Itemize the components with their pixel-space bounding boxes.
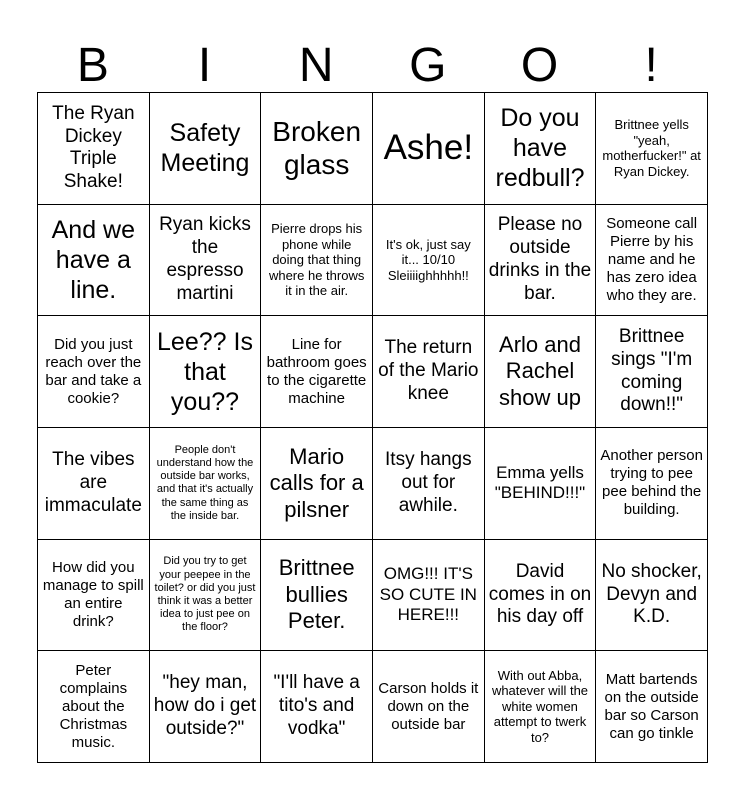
bingo-cell-r4c2[interactable] bbox=[150, 428, 262, 540]
bingo-cell-r4c1[interactable] bbox=[38, 428, 150, 540]
bingo-cell-r1c6[interactable] bbox=[596, 93, 708, 205]
header-letter-i: I bbox=[197, 39, 212, 92]
bingo-cell-r4c6[interactable] bbox=[596, 428, 708, 540]
bingo-cell-r3c1[interactable] bbox=[38, 316, 150, 428]
bingo-cell-r5c2[interactable] bbox=[150, 540, 262, 652]
cell-text: People don't understand how the outside bar works, and that it's actually the same thing as the inside bar. bbox=[156, 443, 254, 522]
cell-text: Do you have redbull? bbox=[495, 104, 585, 193]
cell-text: Pierre drops his phone while doing that thing where he throws it in the air. bbox=[268, 221, 365, 299]
cell-text: David comes in on his day off bbox=[488, 560, 592, 628]
bingo-cell-r3c5[interactable] bbox=[485, 316, 597, 428]
bingo-cell-r3c4[interactable] bbox=[373, 316, 485, 428]
cell-text: It's ok, just say it... 10/10 Sleiiiighhhhh!! bbox=[385, 236, 471, 283]
bingo-cell-r1c3[interactable] bbox=[261, 93, 373, 205]
header-letter-g: G bbox=[409, 39, 447, 92]
cell-text: Mario calls for a pilsner bbox=[269, 443, 364, 522]
bingo-cell-r6c6[interactable] bbox=[596, 651, 708, 763]
bingo-cell-r2c2[interactable] bbox=[150, 205, 262, 317]
bingo-cell-r3c2[interactable] bbox=[150, 316, 262, 428]
bingo-header bbox=[37, 38, 707, 94]
cell-text: Ashe! bbox=[383, 128, 474, 168]
bingo-cell-r5c4[interactable] bbox=[373, 540, 485, 652]
cell-text: The vibes are immaculate bbox=[44, 449, 142, 516]
bingo-cell-r6c1[interactable] bbox=[38, 651, 150, 763]
cell-text: Lee?? Is that you?? bbox=[157, 327, 253, 416]
bingo-cell-r1c1[interactable] bbox=[38, 93, 150, 205]
cell-text: Another person trying to pee pee behind the building. bbox=[600, 447, 703, 519]
bingo-cell-r4c5[interactable] bbox=[485, 428, 597, 540]
cell-text: Someone call Pierre by his name and he has zero idea who they are. bbox=[606, 214, 698, 304]
bingo-cell-r2c5[interactable] bbox=[485, 205, 597, 317]
cell-text: No shocker, Devyn and K.D. bbox=[601, 560, 702, 628]
header-letter-o: O bbox=[520, 39, 559, 92]
cell-text: Brittnee bullies Peter. bbox=[278, 555, 355, 634]
cell-text: Please no outside drinks in the bar. bbox=[488, 214, 592, 304]
cell-text: Itsy hangs out for awhile. bbox=[385, 449, 472, 516]
bingo-cell-r3c3[interactable] bbox=[261, 316, 373, 428]
cell-text: "I'll have a tito's and vodka" bbox=[273, 672, 360, 740]
cell-text: Did you try to get your peepee in the toilet? or did you just think it was a better idea to just pee on the floor? bbox=[154, 555, 256, 634]
bingo-cell-r2c3[interactable] bbox=[261, 205, 373, 317]
cell-text: OMG!!! IT'S SO CUTE IN HERE!!! bbox=[379, 564, 477, 625]
cell-text: Brittnee sings "I'm coming down!!" bbox=[611, 326, 693, 416]
bingo-cell-r3c6[interactable] bbox=[596, 316, 708, 428]
bingo-cell-r1c2[interactable] bbox=[150, 93, 262, 205]
bingo-cell-r4c3[interactable] bbox=[261, 428, 373, 540]
bingo-cell-r4c4[interactable] bbox=[373, 428, 485, 540]
bingo-cell-r1c4[interactable] bbox=[373, 93, 485, 205]
cell-text: Carson holds it down on the outside bar bbox=[378, 679, 479, 733]
header-letter-n: N bbox=[298, 39, 334, 92]
cell-text: Ryan kicks the espresso martini bbox=[159, 214, 251, 304]
cell-text: Safety Meeting bbox=[160, 119, 250, 178]
cell-text: "hey man, how do i get outside?" bbox=[153, 672, 257, 740]
cell-text: Matt bartends on the outside bar so Carson can go tinkle bbox=[604, 670, 699, 742]
cell-text: Emma yells "BEHIND!!!" bbox=[494, 462, 586, 503]
cell-text: Did you just reach over the bar and take a cookie? bbox=[45, 335, 142, 407]
bingo-cell-r1c5[interactable] bbox=[485, 93, 597, 205]
cell-text: With out Abba, whatever will the white women attempt to twerk to? bbox=[491, 667, 589, 746]
bingo-cell-r6c5[interactable] bbox=[485, 651, 597, 763]
cell-text: Broken glass bbox=[272, 115, 362, 181]
cell-text: Arlo and Rachel show up bbox=[499, 332, 581, 410]
bingo-cell-r2c1[interactable] bbox=[38, 205, 150, 317]
bingo-cell-r2c6[interactable] bbox=[596, 205, 708, 317]
bingo-cell-r2c4[interactable] bbox=[373, 205, 485, 317]
cell-text: And we have a line. bbox=[51, 215, 136, 304]
cell-text: Peter complains about the Christmas music. bbox=[59, 661, 128, 751]
bingo-cell-r6c3[interactable] bbox=[261, 651, 373, 763]
bingo-cell-r5c3[interactable] bbox=[261, 540, 373, 652]
bingo-board bbox=[37, 92, 708, 763]
bingo-cell-r6c4[interactable] bbox=[373, 651, 485, 763]
header-letter-exclaim: ! bbox=[644, 39, 658, 92]
bingo-cell-r5c6[interactable] bbox=[596, 540, 708, 652]
cell-text: The Ryan Dickey Triple Shake! bbox=[52, 102, 135, 193]
cell-text: Line for bathroom goes to the cigarette machine bbox=[266, 335, 367, 407]
bingo-cell-r5c5[interactable] bbox=[485, 540, 597, 652]
cell-text: The return of the Mario knee bbox=[378, 337, 479, 405]
cell-text: Brittnee yells "yeah, motherfucker!" at Ryan Dickey. bbox=[602, 117, 701, 179]
bingo-cell-r6c2[interactable] bbox=[150, 651, 262, 763]
bingo-cell-r5c1[interactable] bbox=[38, 540, 150, 652]
header-letter-b: B bbox=[76, 39, 109, 92]
cell-text: How did you manage to spill an entire drink? bbox=[42, 558, 144, 630]
